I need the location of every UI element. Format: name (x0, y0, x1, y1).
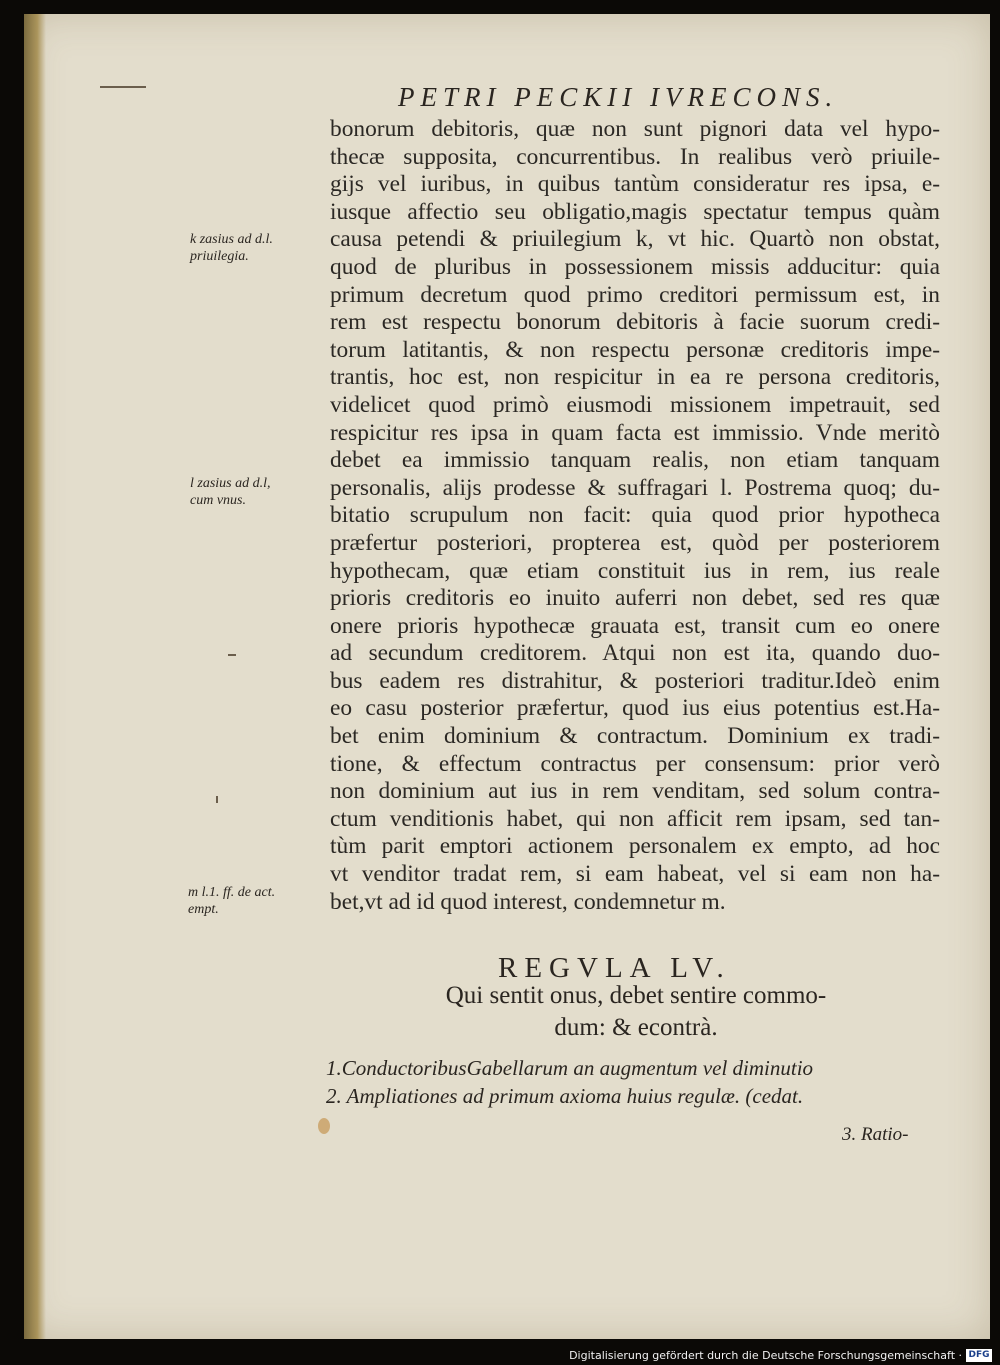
text-line: quod de pluribus in possessionem missis adducitur: quia (330, 253, 940, 280)
text-line: iusque affectio seu obligatio,magis spectatur tempus quàm (330, 198, 940, 225)
text-line: bonorum debitoris, quæ non sunt pignori data vel hypo- (330, 116, 940, 142)
marginal-note-line: k zasius ad d.l. (190, 232, 273, 247)
text-line: videlicet quod primò eiusmodi missionem impetrauit, sed (330, 391, 940, 418)
text-line: thecæ supposita, concurrentibus. In realibus verò priuile- (330, 143, 940, 170)
text-line: hypothecam, quæ etiam constituit ius in rem, ius reale (330, 557, 940, 584)
text-line: bet enim dominium & contractum. Dominium ex tradi- (330, 723, 940, 750)
ink-mark (100, 86, 146, 88)
text-line: bus eadem res distrahitur, & posteriori traditur.Ideò enim (330, 667, 940, 694)
text-line: debet ea immissio tanquam realis, non etiam tanquam (330, 447, 940, 474)
text-line: bitatio scrupulum non facit: quia quod prior hypotheca (330, 502, 940, 529)
main-text-block (330, 116, 940, 916)
funding-credit: Digitalisierung gefördert durch die Deutsche Forschungsgemeinschaft · (569, 1349, 962, 1362)
text-line: tione, & effectum contractus per consensum: prior verò (330, 750, 940, 777)
text-line: causa petendi & priuilegium k, vt hic. Quartò non obstat, (330, 226, 940, 253)
text-line: trantis, hoc est, non respicitur in ea re persona creditoris, (330, 364, 940, 391)
catchword: 3. Ratio- (842, 1124, 909, 1145)
marginal-note-line: m l.1. ff. de act. (188, 885, 276, 900)
text-line: rem est respectu bonorum debitoris à facie suorum credi- (330, 309, 940, 336)
digitization-footer (0, 1347, 1000, 1365)
text-line: vt venditor tradat rem, si eam habeat, vel si eam non ha- (330, 861, 940, 888)
text-line: præfertur posteriori, propterea est, quòd per posteriorem (330, 529, 940, 556)
text-line: personalis, alijs prodesse & suffragari l. Postrema quoq; du- (330, 474, 940, 501)
marginal-note-line: priuilegia. (190, 249, 249, 264)
rule-maxim-line: Qui sentit onus, debet sentire commo- (445, 982, 827, 1009)
text-line: tùm parit emptori actionem personalem ex empto, ad hoc (330, 833, 940, 860)
text-line: torum latitantis, & non respectu personæ creditoris impe- (330, 336, 940, 363)
marginal-note-line: empt. (188, 902, 219, 917)
ink-mark (228, 654, 236, 656)
rule-heading: REGVLA LV. (498, 952, 731, 984)
text-line: ad secundum creditorem. Atqui non est ita, quando duo- (330, 640, 940, 667)
text-line: bet,vt ad id quod interest, condemnetur m. (330, 888, 726, 915)
binding-edge (24, 14, 46, 1339)
rule-maxim-line: dum: & econtrà. (554, 1014, 718, 1041)
ink-mark (216, 796, 218, 803)
marginal-note-l (190, 475, 271, 509)
text-line: primum decretum quod primo creditori permissum est, in (330, 281, 940, 308)
marginal-note-line: l zasius ad d.l, (190, 476, 271, 491)
text-line: ctum venditionis habet, qui non afficit rem ipsam, sed tan- (330, 805, 940, 832)
text-line: non dominium aut ius in rem venditam, sed solum contra- (330, 778, 940, 805)
marginal-note-k (190, 231, 273, 265)
marginal-note-line: cum vnus. (190, 493, 246, 508)
summary-item: 2. Ampliationes ad primum axioma huius regulæ. (cedat. (326, 1084, 804, 1108)
marginal-note-m (188, 884, 275, 918)
summary-item: 1.ConductoribusGabellarum an augmentum vel diminutio (326, 1056, 814, 1080)
text-line: gijs vel iuribus, in quibus tantùm consideratur res ipsa, e- (330, 171, 940, 198)
text-line: eo casu posterior præfertur, quod ius eius potentius est.Ha- (330, 695, 940, 722)
running-header: PETRI PECKII IVRECONS. (398, 82, 839, 112)
foxing-stain (318, 1118, 330, 1134)
text-line: onere prioris hypothecæ grauata est, transit cum eo onere (330, 612, 940, 639)
text-line: respicitur res ipsa in quam facta est immissio. Vnde meritò (330, 419, 940, 446)
text-line: prioris creditoris eo inuito auferri non debet, sed res quæ (330, 585, 940, 612)
dfg-logo-icon: DFG (966, 1349, 992, 1362)
